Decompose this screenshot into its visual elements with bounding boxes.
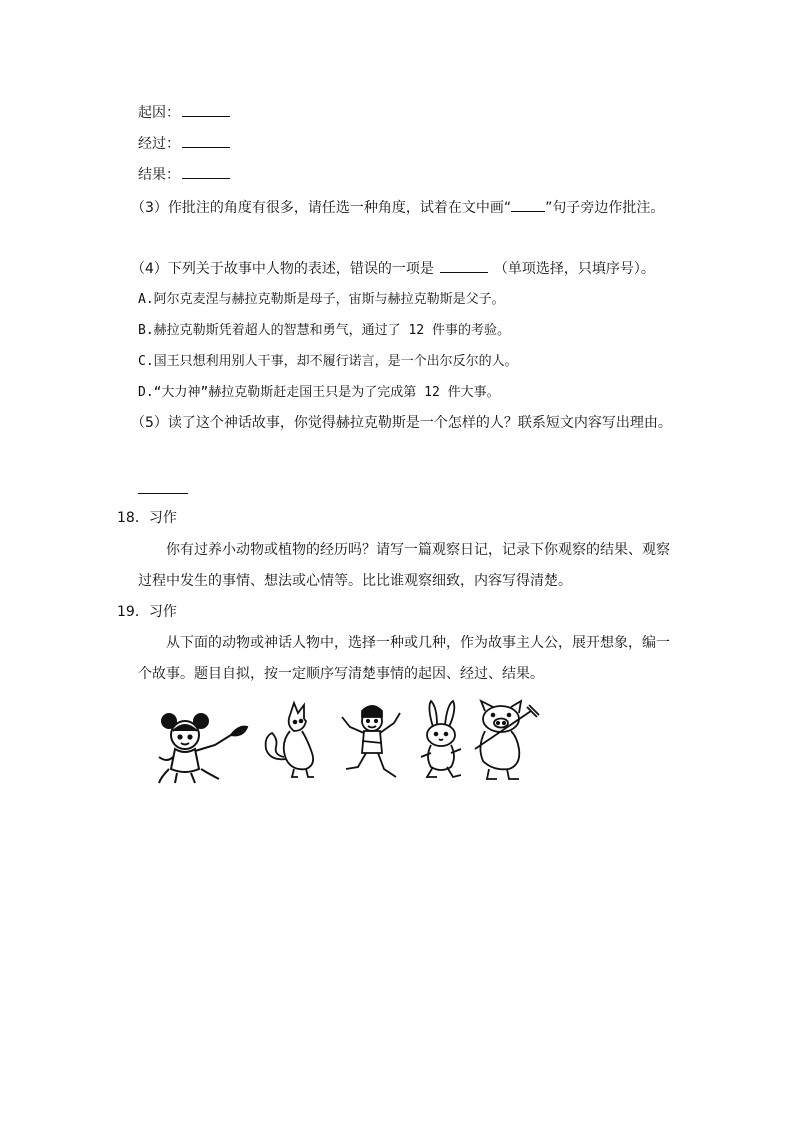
q19-title: 习作 — [148, 604, 177, 620]
process-label: 经过： — [138, 136, 180, 152]
q18-number: 18． — [117, 510, 149, 526]
process-row — [138, 134, 230, 153]
option-c-text: C.国王只想利用别人干事，却不履行诺言，是一个出尔反尔的人。 — [138, 354, 518, 369]
q19-number: 19． — [117, 604, 149, 620]
q18-title: 习作 — [148, 510, 177, 526]
option-b-text: B.赫拉克勒斯凭着超人的智慧和勇气，通过了 12 件事的考验。 — [138, 323, 510, 338]
result-row — [138, 165, 230, 184]
q19-line-2 — [138, 665, 544, 683]
q4-suffix: （单项选择，只填序号）。 — [493, 261, 655, 277]
fox-icon — [260, 697, 328, 785]
process-blank[interactable] — [182, 134, 230, 148]
q3-blank[interactable] — [511, 198, 545, 212]
q5-text: （5）读了这个神话故事，你觉得赫拉克勒斯是一个怎样的人？联系短文内容写出理由。 — [131, 415, 672, 431]
q3-suffix: ”句子旁边作批注。 — [545, 200, 665, 216]
q19-line-1 — [166, 634, 670, 652]
result-label: 结果： — [138, 167, 180, 183]
question-5 — [131, 414, 672, 432]
option-a-text: A.阿尔克麦涅与赫拉克勒斯是母子，宙斯与赫拉克勒斯是父子。 — [138, 292, 505, 307]
q19-heading — [117, 603, 177, 621]
option-b — [138, 321, 510, 340]
q4-prefix: （4）下列关于故事中人物的表述，错误的一项是 — [131, 261, 434, 277]
character-pictures — [155, 697, 540, 785]
q18-line-1-text: 你有过养小动物或植物的经历吗？请写一篇观察日记，记录下你观察的结果、观察 — [166, 542, 670, 558]
pig-icon — [471, 697, 541, 785]
cause-row — [138, 103, 230, 122]
option-a — [138, 290, 505, 309]
q4-blank[interactable] — [440, 259, 488, 273]
cause-blank[interactable] — [182, 103, 230, 117]
q3-prefix: （3）作批注的角度有很多，请任选一种角度，试着在文中画“ — [131, 200, 512, 216]
question-4 — [131, 259, 655, 278]
option-d — [138, 383, 500, 402]
result-blank[interactable] — [182, 165, 230, 179]
option-c — [138, 352, 518, 371]
option-d-text: D.“大力神”赫拉克勒斯赶走国王只是为了完成第 12 件大事。 — [138, 385, 500, 400]
q18-line-2-text: 过程中发生的事情、想法或心情等。比比谁观察细致，内容写得清楚。 — [138, 573, 572, 589]
question-3 — [131, 198, 664, 217]
q18-line-2 — [138, 572, 572, 590]
q18-heading — [117, 509, 177, 527]
q19-line-2-text: 个故事。题目自拟，按一定顺序写清楚事情的起因、经过、结果。 — [138, 666, 544, 682]
q5-answer-blank[interactable] — [138, 493, 188, 494]
q19-line-1-text: 从下面的动物或神话人物中，选择一种或几种，作为故事主人公，展开想象，编一 — [166, 635, 670, 651]
boy-icon — [338, 697, 408, 785]
cause-label: 起因： — [138, 105, 180, 121]
fairy-icon — [155, 697, 253, 785]
q18-line-1 — [166, 541, 670, 559]
rabbit-icon — [413, 697, 471, 785]
